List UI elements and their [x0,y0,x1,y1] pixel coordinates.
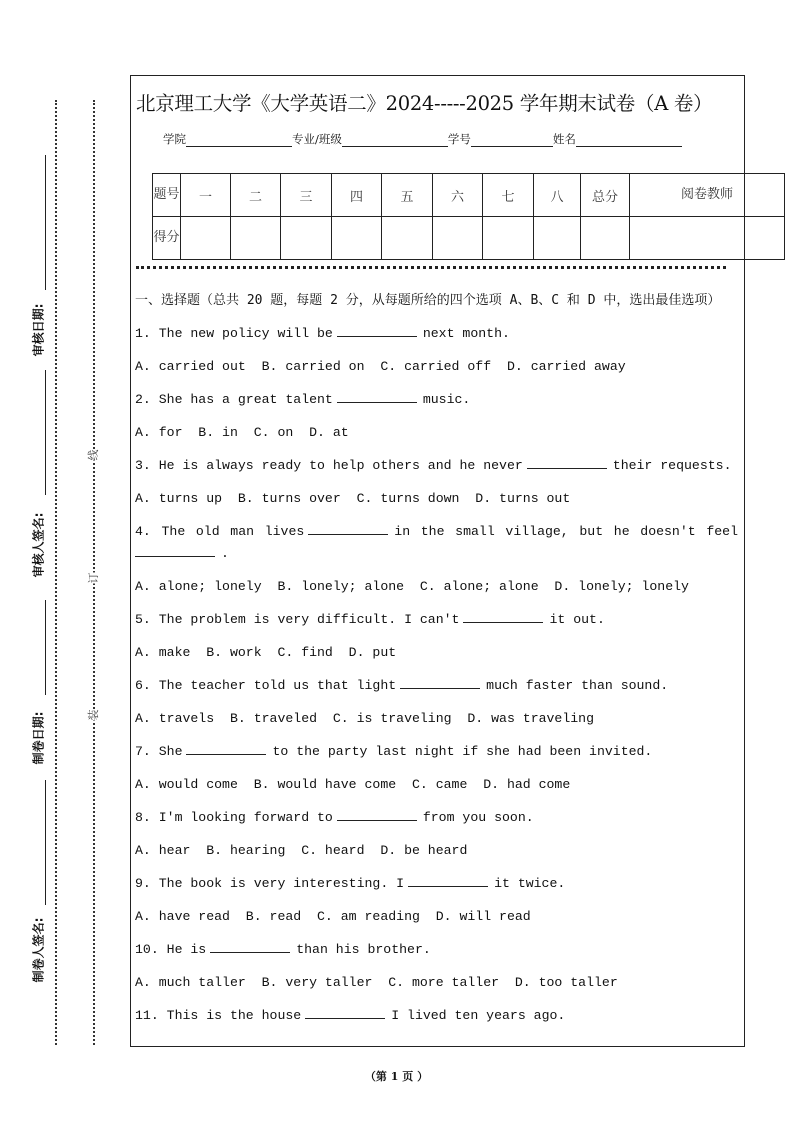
section-heading: 一、选择题（总共 20 题，每题 2 分，从每题所给的四个选项 A、B、C 和 D 中，选出最佳选项） [135,293,721,308]
page-number: （第 1 页 ） [364,1070,429,1083]
question-text: in the small village, but he doesn't feel [394,524,738,539]
answer-options: A. much taller B. very taller C. more taller D. too taller [135,975,618,990]
question-stem [135,609,738,631]
question-text: 7. She [135,744,183,759]
question-stem [135,521,738,565]
question-text: it twice. [494,876,566,891]
question-text: 8. I'm looking forward to [135,810,333,825]
binding-mark-bind: 装 [83,710,103,721]
binding-dotted-line-outer [55,100,57,1045]
question-stem [135,939,738,961]
score-cell[interactable] [281,217,332,260]
exam-title: 北京理工大学《大学英语二》2024-----2025 学年期末试卷（A 卷） [136,92,713,115]
question-section [135,290,738,1038]
column-header-total: 总分 [581,174,630,217]
question-text: 11. This is the house [135,1008,302,1023]
question-text: 6. The teacher told us that light [135,678,397,693]
paper-date-label: 制卷日期: [31,711,46,765]
score-cell[interactable] [630,217,785,260]
question-text: 2. She has a great talent [135,392,333,407]
question-list [135,323,738,1027]
answer-options: A. turns up B. turns over C. turns down D. turns out [135,491,571,506]
score-cell[interactable] [581,217,630,260]
score-cell[interactable] [332,217,382,260]
paper-maker-signature-label: 制卷人签名: [31,917,46,983]
answer-options: A. have read B. read C. am reading D. will read [135,909,531,924]
question-text: 10. He is [135,942,207,957]
reviewer-signature-label: 审核人签名: [31,512,46,578]
college-field[interactable] [186,132,292,147]
score-cell[interactable] [483,217,534,260]
score-row [153,217,785,260]
answer-options: A. for B. in C. on D. at [135,425,349,440]
question-text: it out. [549,612,605,627]
row-label-score: 得分 [153,217,181,260]
question-stem [135,323,738,345]
binding-mark-line: 线 [83,450,103,461]
question-text: music. [422,392,471,407]
column-header: 三 [281,174,332,217]
student-id-field[interactable] [471,132,553,147]
question-stem [135,675,738,697]
column-header: 八 [534,174,581,217]
signature-line [45,600,46,695]
answer-blank[interactable] [408,874,488,887]
name-label: 姓名 [552,132,576,146]
answer-options: A. hear B. hearing C. heard D. be heard [135,843,468,858]
answer-blank[interactable] [463,610,543,623]
signature-line [45,155,46,290]
row-label-question-number: 题号 [153,174,181,217]
question-text: 1. The new policy will be [135,326,333,341]
column-header: 一 [181,174,231,217]
answer-options: A. carried out B. carried on C. carried off D. carried away [135,359,626,374]
column-header: 四 [332,174,382,217]
score-cell[interactable] [534,217,581,260]
answer-blank[interactable] [337,808,417,821]
answer-options: A. would come B. would have come C. came D. had come [135,777,571,792]
question-text: 4. The old man lives [135,524,305,539]
question-stem [135,1005,738,1027]
college-label: 学院 [163,132,186,146]
question-text: 5. The problem is very difficult. I can't [135,612,460,627]
score-cell[interactable] [231,217,281,260]
name-field[interactable] [576,132,682,147]
separator-dotted-line [136,266,726,269]
question-stem [135,807,738,829]
answer-options: A. make B. work C. find D. put [135,645,397,660]
major-class-field[interactable] [342,132,448,147]
column-header: 六 [433,174,483,217]
binding-mark-staple: 订 [83,573,103,584]
question-text: much faster than sound. [486,678,669,693]
score-table [152,173,785,260]
score-cell[interactable] [433,217,483,260]
answer-blank[interactable] [210,940,290,953]
answer-blank[interactable] [527,456,607,469]
signature-line [45,780,46,905]
answer-blank[interactable] [308,522,388,535]
question-text: than his brother. [296,942,431,957]
answer-blank[interactable] [135,544,215,557]
major-class-label: 专业/班级 [292,132,342,146]
answer-blank[interactable] [337,324,417,337]
question-text: I lived ten years ago. [391,1008,566,1023]
question-stem [135,741,738,763]
column-header: 二 [231,174,281,217]
answer-blank[interactable] [337,390,417,403]
column-header-grader: 阅卷教师 [630,174,785,217]
answer-blank[interactable] [186,742,266,755]
question-text: . [221,546,229,561]
question-text: their requests. [612,458,732,473]
question-number-row [153,174,785,217]
review-date-label: 审核日期: [31,303,46,357]
answer-blank[interactable] [400,676,480,689]
question-text: 3. He is always ready to help others and he never [135,458,523,473]
score-cell[interactable] [181,217,231,260]
question-stem [135,455,738,477]
question-text: next month. [422,326,510,341]
answer-blank[interactable] [305,1006,385,1019]
question-stem [135,873,738,895]
question-stem [135,389,738,411]
column-header: 七 [483,174,534,217]
question-text: from you soon. [422,810,534,825]
student-info [163,131,682,147]
answer-options: A. travels B. traveled C. is traveling D. was traveling [135,711,594,726]
student-id-label: 学号 [447,132,471,146]
score-cell[interactable] [382,217,433,260]
signature-line [45,370,46,495]
question-text: 9. The book is very interesting. I [135,876,405,891]
question-text: to the party last night if she had been invited. [272,744,653,759]
column-header: 五 [382,174,433,217]
answer-options: A. alone; lonely B. lonely; alone C. alone; alone D. lonely; lonely [135,579,689,594]
